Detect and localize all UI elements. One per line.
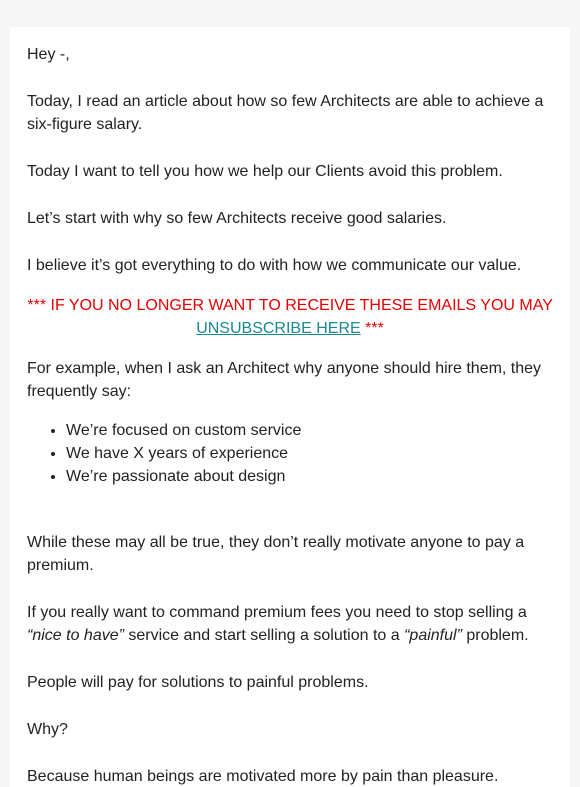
list-item: • We have X years of experience	[66, 442, 553, 465]
paragraph-why-salaries: Let’s start with why so few Architects receive good salaries.	[27, 210, 447, 227]
paragraph-example: For example, when I ask an Architect why anyone should hire them, they frequently say:	[27, 360, 542, 400]
paragraph-premium: While these may all be true, they don’t really motivate anyone to pay a premium.	[27, 534, 525, 574]
unsubscribe-link[interactable]: UNSUBSCRIBE HERE	[196, 320, 361, 337]
email-body	[10, 27, 570, 787]
text-part: service and start selling a solution to a	[123, 627, 405, 644]
unsubscribe-notice	[27, 294, 553, 340]
paragraph-article: Today, I read an article about how so few Architects are able to achieve a six-figure salary.	[27, 93, 544, 133]
text-part: problem.	[461, 627, 529, 644]
paragraph-help-clients: Today I want to tell you how we help our Clients avoid this problem.	[27, 163, 503, 180]
paragraph-command-fees	[27, 601, 553, 647]
list-item: • We’re passionate about design	[66, 465, 553, 488]
unsubscribe-prefix: *** IF YOU NO LONGER WANT TO RECEIVE THESE EMAILS YOU MAY	[27, 297, 553, 314]
greeting: Hey -,	[27, 46, 70, 63]
list-item: • We’re focused on custom service	[66, 419, 553, 442]
unsubscribe-suffix: ***	[360, 320, 384, 337]
emphasis-painful: “painful”	[404, 627, 462, 644]
paragraph-people-pay: People will pay for solutions to painful problems.	[27, 674, 369, 691]
paragraph-communicate-value: I believe it’s got everything to do with how we communicate our value.	[27, 257, 522, 274]
emphasis-nice-to-have: “nice to have”	[27, 627, 124, 644]
paragraph-because: Because human beings are motivated more by pain than pleasure.	[27, 768, 499, 785]
text-part: If you really want to command premium fees you need to stop selling a	[27, 604, 527, 621]
bullet-list	[27, 419, 553, 488]
paragraph-why: Why?	[27, 721, 68, 738]
